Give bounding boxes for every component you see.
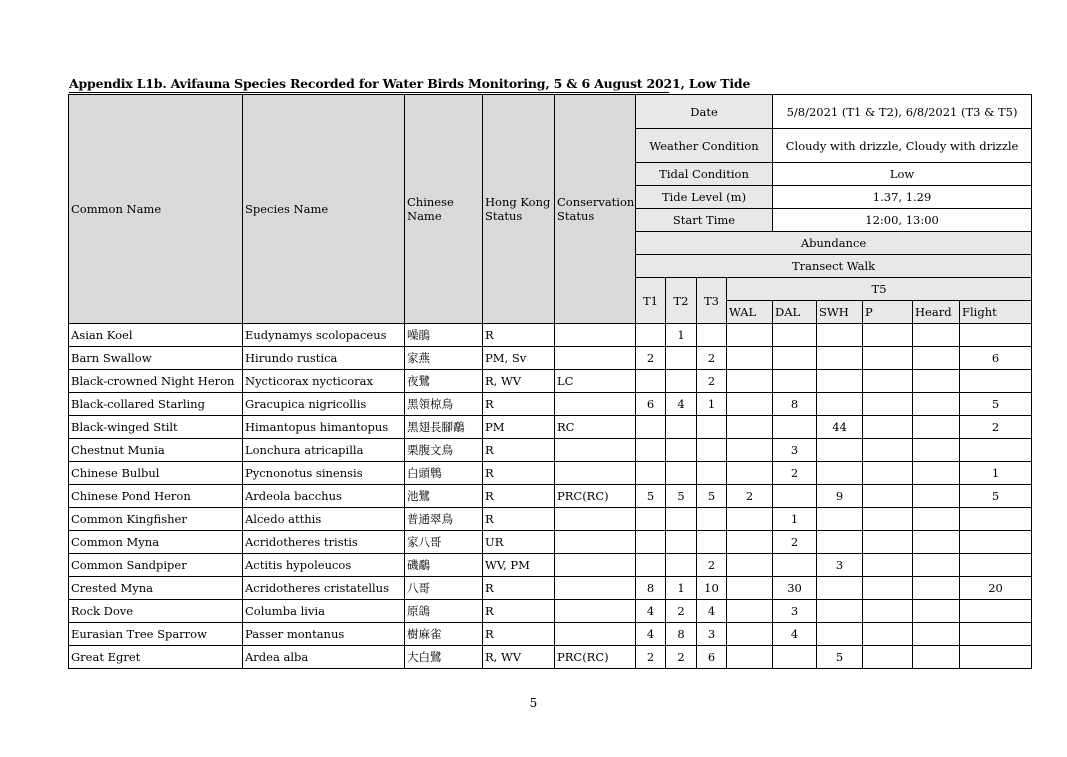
- swh-count-cell: 3: [817, 554, 863, 577]
- wal-count-cell: [727, 646, 773, 669]
- chinese-name-cell: 家八哥: [405, 531, 483, 554]
- start-time-label: Start Time: [636, 209, 773, 232]
- header-t1: T1: [636, 278, 666, 324]
- heard-count-cell: [913, 600, 960, 623]
- dal-count-cell: 4: [773, 623, 817, 646]
- t1-count-cell: 5: [636, 485, 666, 508]
- species-table: [68, 94, 1032, 669]
- swh-count-cell: [817, 462, 863, 485]
- hk-status-cell: R: [483, 600, 555, 623]
- dal-count-cell: 3: [773, 439, 817, 462]
- chinese-name-cell: 大白鷺: [405, 646, 483, 669]
- heard-count-cell: [913, 508, 960, 531]
- species-name-cell: Nycticorax nycticorax: [243, 370, 405, 393]
- p-count-cell: [863, 485, 913, 508]
- flight-count-cell: [960, 646, 1032, 669]
- species-name-cell: Passer montanus: [243, 623, 405, 646]
- t2-count-cell: 5: [666, 485, 697, 508]
- hk-status-cell: PM: [483, 416, 555, 439]
- t1-count-cell: 2: [636, 646, 666, 669]
- hk-status-cell: R: [483, 485, 555, 508]
- swh-count-cell: [817, 508, 863, 531]
- hk-status-cell: R: [483, 508, 555, 531]
- flight-count-cell: [960, 508, 1032, 531]
- hk-status-cell: R: [483, 623, 555, 646]
- t1-count-cell: 4: [636, 623, 666, 646]
- dal-count-cell: [773, 485, 817, 508]
- p-count-cell: [863, 347, 913, 370]
- header-t2: T2: [666, 278, 697, 324]
- wal-count-cell: [727, 439, 773, 462]
- t2-count-cell: 1: [666, 577, 697, 600]
- chinese-name-cell: 噪鵑: [405, 324, 483, 347]
- swh-count-cell: [817, 347, 863, 370]
- wal-count-cell: [727, 531, 773, 554]
- t3-count-cell: 10: [697, 577, 727, 600]
- wal-count-cell: [727, 416, 773, 439]
- hk-status-cell: R: [483, 462, 555, 485]
- species-name-cell: Ardeola bacchus: [243, 485, 405, 508]
- header-swh: SWH: [817, 301, 863, 324]
- common-name-cell: Crested Myna: [69, 577, 243, 600]
- table-row: [69, 531, 1032, 554]
- p-count-cell: [863, 554, 913, 577]
- conservation-status-cell: [555, 554, 636, 577]
- hk-status-cell: UR: [483, 531, 555, 554]
- chinese-name-cell: 白頭鵯: [405, 462, 483, 485]
- common-name-cell: Chinese Bulbul: [69, 462, 243, 485]
- dal-count-cell: [773, 416, 817, 439]
- abundance-header: Abundance: [636, 232, 1032, 255]
- hk-status-cell: R, WV: [483, 370, 555, 393]
- dal-count-cell: 2: [773, 462, 817, 485]
- swh-count-cell: [817, 577, 863, 600]
- chinese-name-cell: 原鴿: [405, 600, 483, 623]
- conservation-status-cell: [555, 393, 636, 416]
- t3-count-cell: [697, 416, 727, 439]
- weather-label: Weather Condition: [636, 129, 773, 163]
- p-count-cell: [863, 324, 913, 347]
- conservation-status-cell: [555, 600, 636, 623]
- table-row: [69, 554, 1032, 577]
- conservation-status-cell: [555, 508, 636, 531]
- hk-status-cell: R: [483, 577, 555, 600]
- species-name-cell: Columba livia: [243, 600, 405, 623]
- common-name-cell: Eurasian Tree Sparrow: [69, 623, 243, 646]
- heard-count-cell: [913, 623, 960, 646]
- chinese-name-cell: 栗腹文鳥: [405, 439, 483, 462]
- common-name-cell: Black-crowned Night Heron: [69, 370, 243, 393]
- dal-count-cell: [773, 347, 817, 370]
- common-name-cell: Black-winged Stilt: [69, 416, 243, 439]
- t1-count-cell: 4: [636, 600, 666, 623]
- heard-count-cell: [913, 462, 960, 485]
- common-name-cell: Great Egret: [69, 646, 243, 669]
- dal-count-cell: [773, 324, 817, 347]
- hk-status-cell: R, WV: [483, 646, 555, 669]
- t3-count-cell: [697, 324, 727, 347]
- t3-count-cell: 2: [697, 347, 727, 370]
- hk-status-cell: R: [483, 439, 555, 462]
- t2-count-cell: [666, 439, 697, 462]
- species-name-cell: Himantopus himantopus: [243, 416, 405, 439]
- t2-count-cell: [666, 347, 697, 370]
- common-name-cell: Barn Swallow: [69, 347, 243, 370]
- wal-count-cell: [727, 370, 773, 393]
- t2-count-cell: 2: [666, 600, 697, 623]
- chinese-name-cell: 磯鷸: [405, 554, 483, 577]
- swh-count-cell: [817, 623, 863, 646]
- conservation-status-cell: [555, 577, 636, 600]
- t2-count-cell: 1: [666, 324, 697, 347]
- table-row: [69, 347, 1032, 370]
- conservation-status-cell: [555, 623, 636, 646]
- wal-count-cell: [727, 347, 773, 370]
- table-row: [69, 623, 1032, 646]
- dal-count-cell: [773, 646, 817, 669]
- swh-count-cell: 44: [817, 416, 863, 439]
- t2-count-cell: 8: [666, 623, 697, 646]
- t3-count-cell: [697, 508, 727, 531]
- p-count-cell: [863, 623, 913, 646]
- header-p: P: [863, 301, 913, 324]
- t3-count-cell: 3: [697, 623, 727, 646]
- header-chinese-name: Chinese Name: [405, 95, 483, 324]
- species-name-cell: Acridotheres tristis: [243, 531, 405, 554]
- p-count-cell: [863, 577, 913, 600]
- t2-count-cell: 2: [666, 646, 697, 669]
- t1-count-cell: [636, 531, 666, 554]
- species-name-cell: Acridotheres cristatellus: [243, 577, 405, 600]
- species-name-cell: Gracupica nigricollis: [243, 393, 405, 416]
- flight-count-cell: [960, 324, 1032, 347]
- heard-count-cell: [913, 485, 960, 508]
- date-value: 5/8/2021 (T1 & T2), 6/8/2021 (T3 & T5): [773, 95, 1032, 129]
- species-name-cell: Lonchura atricapilla: [243, 439, 405, 462]
- t1-count-cell: [636, 508, 666, 531]
- flight-count-cell: [960, 554, 1032, 577]
- t1-count-cell: 2: [636, 347, 666, 370]
- chinese-name-cell: 黑領椋鳥: [405, 393, 483, 416]
- swh-count-cell: [817, 531, 863, 554]
- chinese-name-cell: 普通翠鳥: [405, 508, 483, 531]
- t3-count-cell: 2: [697, 554, 727, 577]
- flight-count-cell: [960, 600, 1032, 623]
- heard-count-cell: [913, 347, 960, 370]
- wal-count-cell: [727, 462, 773, 485]
- swh-count-cell: [817, 370, 863, 393]
- species-name-cell: Ardea alba: [243, 646, 405, 669]
- species-name-cell: Eudynamys scolopaceus: [243, 324, 405, 347]
- heard-count-cell: [913, 370, 960, 393]
- p-count-cell: [863, 416, 913, 439]
- t2-count-cell: 4: [666, 393, 697, 416]
- t2-count-cell: [666, 370, 697, 393]
- wal-count-cell: [727, 554, 773, 577]
- header-hk-status: Hong Kong Status: [483, 95, 555, 324]
- wal-count-cell: [727, 600, 773, 623]
- tide-level-label: Tide Level (m): [636, 186, 773, 209]
- appendix-title: Appendix L1b. Avifauna Species Recorded for Water Birds Monitoring, 5 & 6 August 2021, Low Tide: [69, 76, 751, 91]
- common-name-cell: Asian Koel: [69, 324, 243, 347]
- p-count-cell: [863, 370, 913, 393]
- dal-count-cell: [773, 554, 817, 577]
- dal-count-cell: 30: [773, 577, 817, 600]
- start-time-value: 12:00, 13:00: [773, 209, 1032, 232]
- wal-count-cell: [727, 508, 773, 531]
- common-name-cell: Common Kingfisher: [69, 508, 243, 531]
- wal-count-cell: [727, 324, 773, 347]
- heard-count-cell: [913, 531, 960, 554]
- header-t3: T3: [697, 278, 727, 324]
- table-row: [69, 370, 1032, 393]
- flight-count-cell: 5: [960, 393, 1032, 416]
- table-row: [69, 600, 1032, 623]
- t3-count-cell: 6: [697, 646, 727, 669]
- table-row: [69, 393, 1032, 416]
- header-conservation-status: Conservation Status: [555, 95, 636, 324]
- swh-count-cell: [817, 393, 863, 416]
- species-name-cell: Hirundo rustica: [243, 347, 405, 370]
- t1-count-cell: [636, 416, 666, 439]
- table-row: [69, 485, 1032, 508]
- date-label: Date: [636, 95, 773, 129]
- chinese-name-cell: 池鷺: [405, 485, 483, 508]
- conservation-status-cell: LC: [555, 370, 636, 393]
- conservation-status-cell: [555, 347, 636, 370]
- hk-status-cell: WV, PM: [483, 554, 555, 577]
- heard-count-cell: [913, 393, 960, 416]
- page-number: 5: [529, 696, 538, 710]
- p-count-cell: [863, 646, 913, 669]
- common-name-cell: Chinese Pond Heron: [69, 485, 243, 508]
- heard-count-cell: [913, 439, 960, 462]
- t2-count-cell: [666, 554, 697, 577]
- table-row: [69, 462, 1032, 485]
- tidal-value: Low: [773, 163, 1032, 186]
- hk-status-cell: R: [483, 393, 555, 416]
- dal-count-cell: 8: [773, 393, 817, 416]
- conservation-status-cell: RC: [555, 416, 636, 439]
- t3-count-cell: 1: [697, 393, 727, 416]
- t2-count-cell: [666, 508, 697, 531]
- flight-count-cell: 1: [960, 462, 1032, 485]
- header-flight: Flight: [960, 301, 1032, 324]
- swh-count-cell: [817, 439, 863, 462]
- t1-count-cell: [636, 370, 666, 393]
- flight-count-cell: 5: [960, 485, 1032, 508]
- dal-count-cell: [773, 370, 817, 393]
- p-count-cell: [863, 393, 913, 416]
- header-t5: T5: [727, 278, 1032, 301]
- flight-count-cell: [960, 370, 1032, 393]
- hk-status-cell: R: [483, 324, 555, 347]
- common-name-cell: Rock Dove: [69, 600, 243, 623]
- t2-count-cell: [666, 462, 697, 485]
- dal-count-cell: 3: [773, 600, 817, 623]
- header-species-name: Species Name: [243, 95, 405, 324]
- chinese-name-cell: 樹麻雀: [405, 623, 483, 646]
- header-dal: DAL: [773, 301, 817, 324]
- t3-count-cell: 4: [697, 600, 727, 623]
- common-name-cell: Common Myna: [69, 531, 243, 554]
- conservation-status-cell: [555, 439, 636, 462]
- tidal-label: Tidal Condition: [636, 163, 773, 186]
- swh-count-cell: 5: [817, 646, 863, 669]
- p-count-cell: [863, 462, 913, 485]
- p-count-cell: [863, 508, 913, 531]
- flight-count-cell: [960, 623, 1032, 646]
- swh-count-cell: [817, 324, 863, 347]
- t1-count-cell: [636, 324, 666, 347]
- heard-count-cell: [913, 416, 960, 439]
- t1-count-cell: [636, 439, 666, 462]
- t3-count-cell: [697, 439, 727, 462]
- flight-count-cell: [960, 531, 1032, 554]
- common-name-cell: Black-collared Starling: [69, 393, 243, 416]
- p-count-cell: [863, 531, 913, 554]
- wal-count-cell: [727, 577, 773, 600]
- title-underline: [69, 92, 669, 93]
- common-name-cell: Chestnut Munia: [69, 439, 243, 462]
- dal-count-cell: 1: [773, 508, 817, 531]
- table-row: [69, 577, 1032, 600]
- hk-status-cell: PM, Sv: [483, 347, 555, 370]
- table-row: [69, 439, 1032, 462]
- table-row: [69, 646, 1032, 669]
- t2-count-cell: [666, 531, 697, 554]
- t3-count-cell: [697, 462, 727, 485]
- swh-count-cell: 9: [817, 485, 863, 508]
- transect-walk-header: Transect Walk: [636, 255, 1032, 278]
- t2-count-cell: [666, 416, 697, 439]
- species-name-cell: Pycnonotus sinensis: [243, 462, 405, 485]
- conservation-status-cell: PRC(RC): [555, 485, 636, 508]
- wal-count-cell: [727, 393, 773, 416]
- chinese-name-cell: 家燕: [405, 347, 483, 370]
- wal-count-cell: [727, 623, 773, 646]
- header-heard: Heard: [913, 301, 960, 324]
- t1-count-cell: 6: [636, 393, 666, 416]
- table-row: [69, 508, 1032, 531]
- flight-count-cell: [960, 439, 1032, 462]
- wal-count-cell: 2: [727, 485, 773, 508]
- header-wal: WAL: [727, 301, 773, 324]
- heard-count-cell: [913, 646, 960, 669]
- conservation-status-cell: PRC(RC): [555, 646, 636, 669]
- p-count-cell: [863, 439, 913, 462]
- heard-count-cell: [913, 554, 960, 577]
- common-name-cell: Common Sandpiper: [69, 554, 243, 577]
- t3-count-cell: [697, 531, 727, 554]
- flight-count-cell: 20: [960, 577, 1032, 600]
- species-name-cell: Actitis hypoleucos: [243, 554, 405, 577]
- heard-count-cell: [913, 577, 960, 600]
- dal-count-cell: 2: [773, 531, 817, 554]
- t1-count-cell: [636, 462, 666, 485]
- species-name-cell: Alcedo atthis: [243, 508, 405, 531]
- flight-count-cell: 6: [960, 347, 1032, 370]
- table-row: [69, 416, 1032, 439]
- conservation-status-cell: [555, 324, 636, 347]
- header-common-name: Common Name: [69, 95, 243, 324]
- chinese-name-cell: 八哥: [405, 577, 483, 600]
- t3-count-cell: 5: [697, 485, 727, 508]
- swh-count-cell: [817, 600, 863, 623]
- weather-value: Cloudy with drizzle, Cloudy with drizzle: [773, 129, 1032, 163]
- chinese-name-cell: 夜鷺: [405, 370, 483, 393]
- p-count-cell: [863, 600, 913, 623]
- t3-count-cell: 2: [697, 370, 727, 393]
- conservation-status-cell: [555, 462, 636, 485]
- flight-count-cell: 2: [960, 416, 1032, 439]
- chinese-name-cell: 黑翅長腳鷸: [405, 416, 483, 439]
- heard-count-cell: [913, 324, 960, 347]
- table-row: [69, 324, 1032, 347]
- t1-count-cell: [636, 554, 666, 577]
- t1-count-cell: 8: [636, 577, 666, 600]
- conservation-status-cell: [555, 531, 636, 554]
- tide-level-value: 1.37, 1.29: [773, 186, 1032, 209]
